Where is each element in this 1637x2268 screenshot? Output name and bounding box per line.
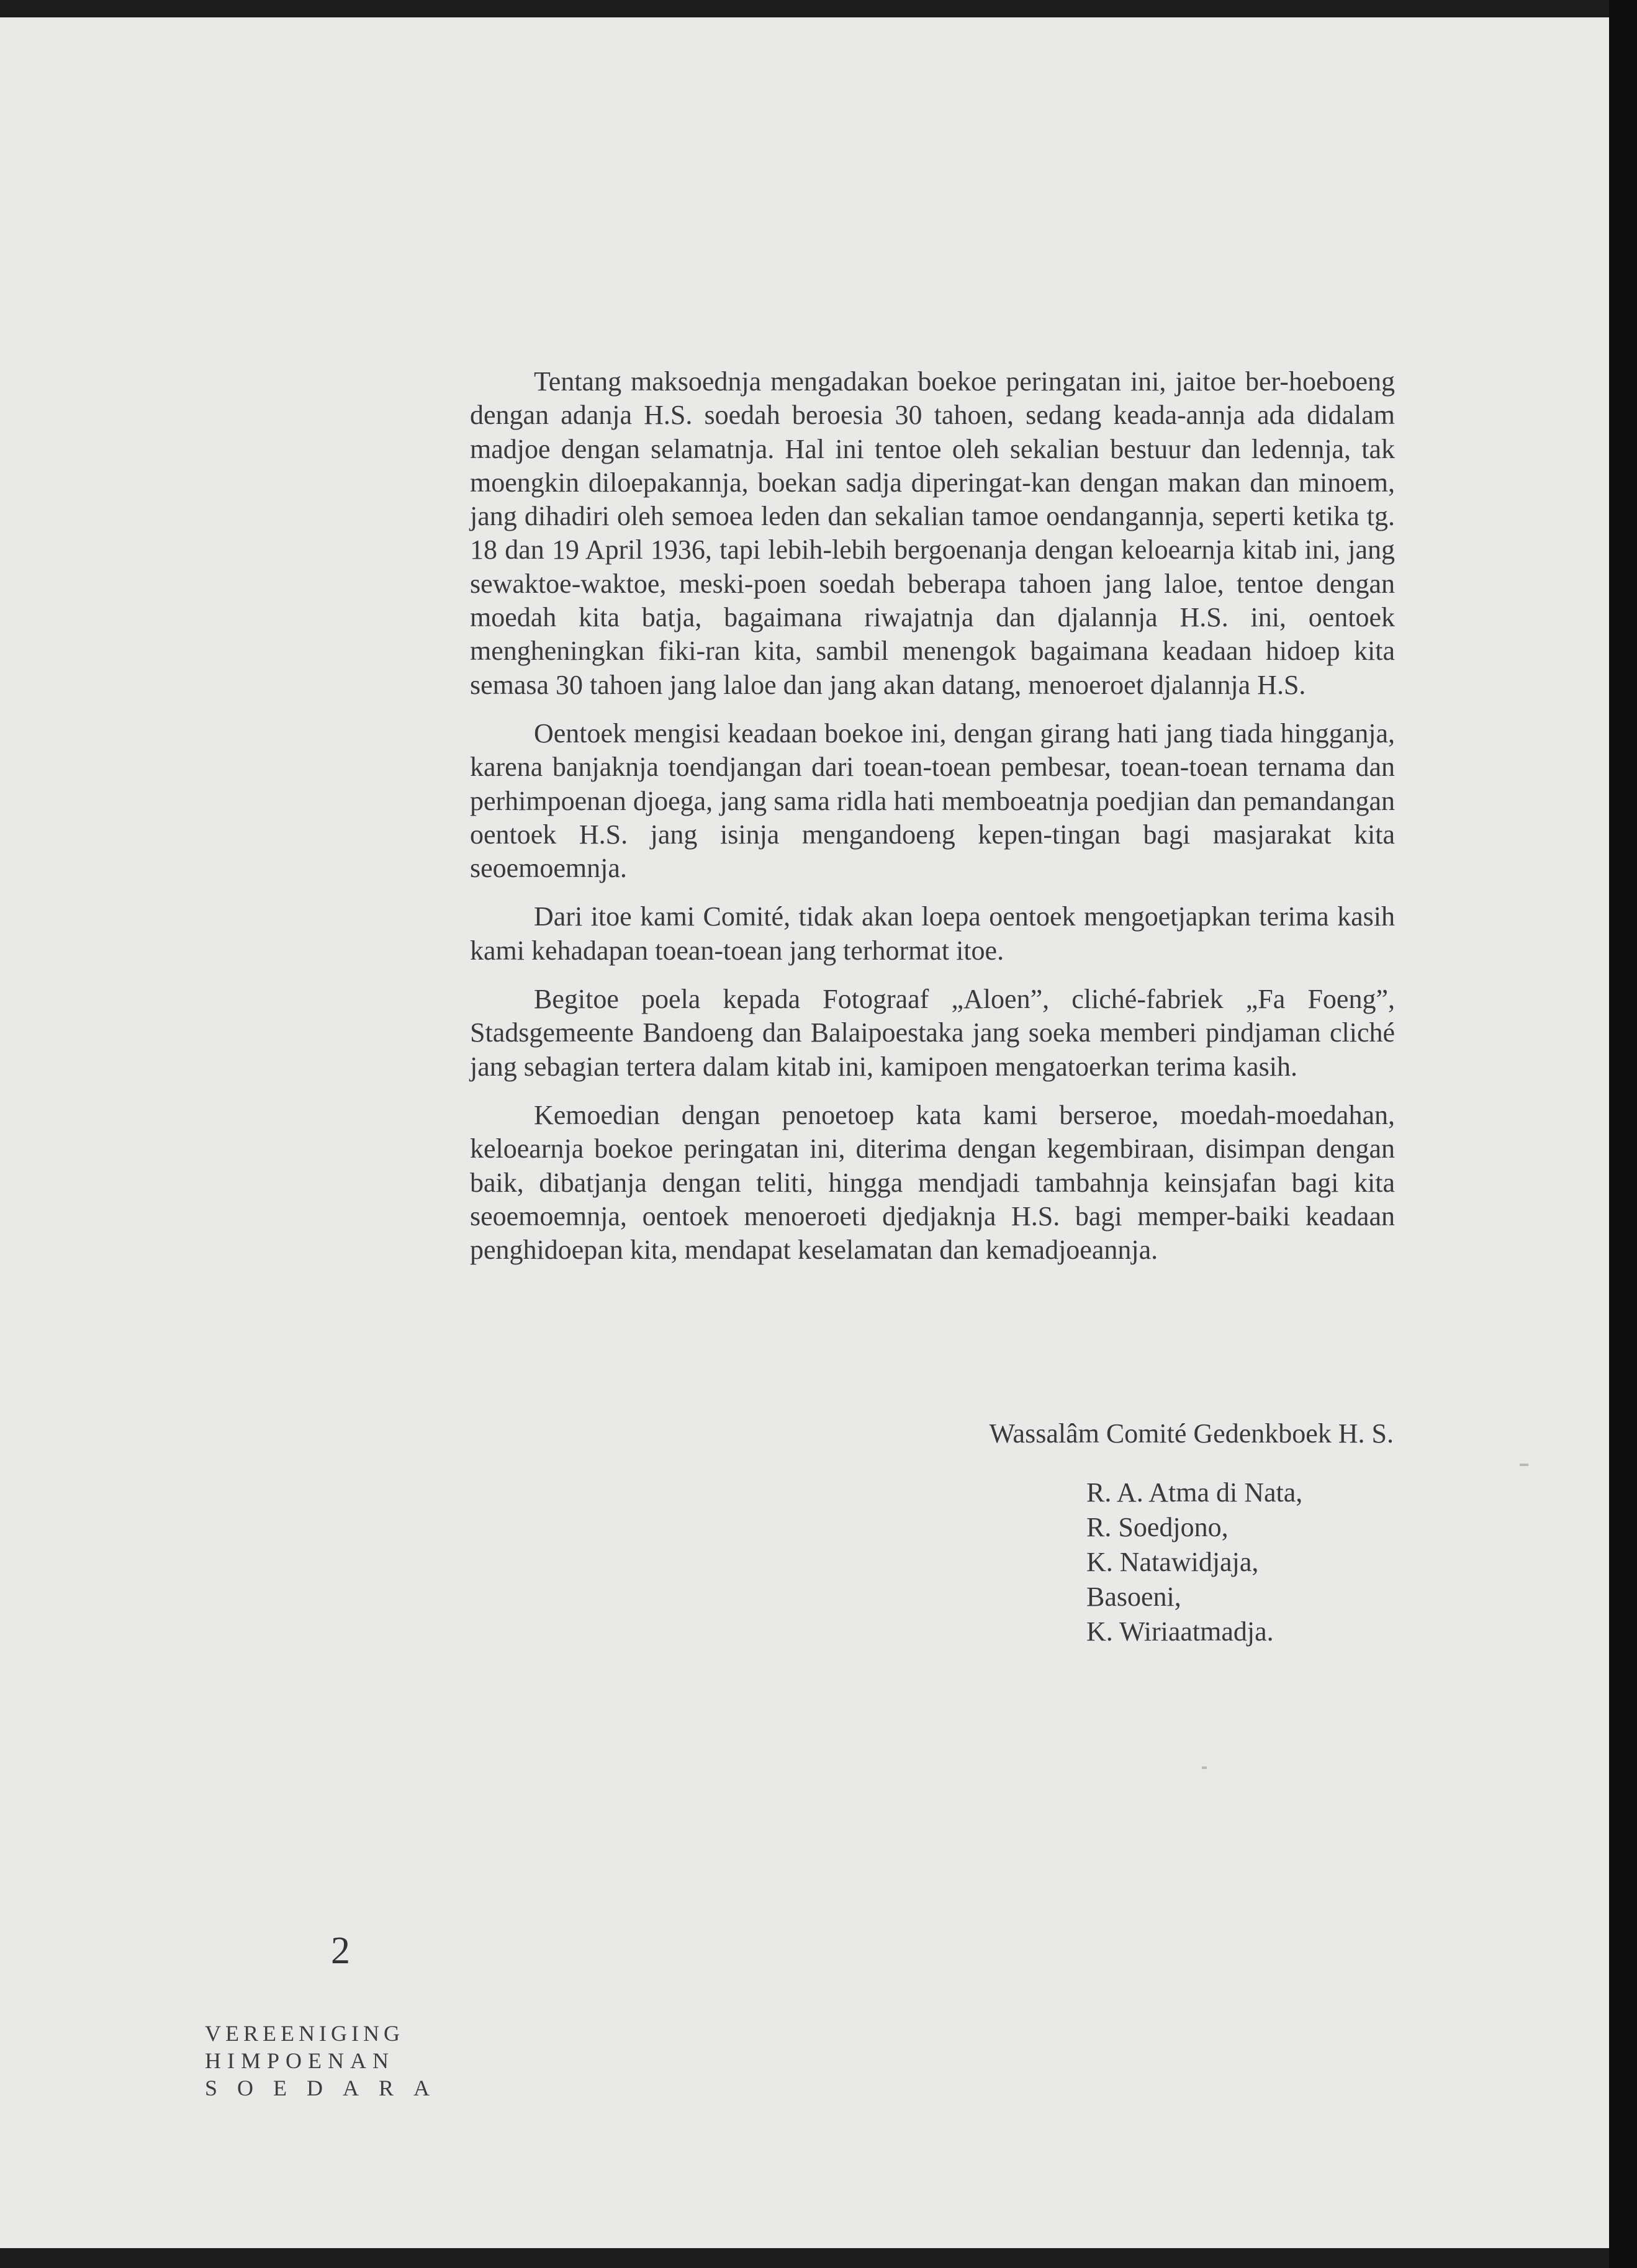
closing-block [470,1417,1395,1649]
paragraph: Oentoek mengisi keadaan boekoe ini, dengan girang hati jang tiada hingganja, karena banjaknja toendjangan dari toean-toean pembesar, toean-toean ternama dan perhimpoenan djoega, jang sama ridla hati memboeatnja poedjian dan pemandangan oentoek H.S. jang isinja mengandoeng kepen-tingan bagi masjarakat kita seoemoemnja. [470,718,1395,884]
signatory: R. Soedjono, [1086,1512,1229,1542]
signatory: K. Natawidjaja, [1086,1547,1259,1577]
paragraph: Tentang maksoednja mengadakan boekoe peringatan ini, jaitoe ber-hoeboeng dengan adanja H.S. soedah beroesia 30 tahoen, sedang keada-annja ada didalam madjoe dengan selamatnja. Hal ini tentoe oleh sekalian bestuur dan ledennja, tak moengkin diloepakannja, boekan sadja diperingat-kan dengan makan dan minoem, jang dihadiri oleh semoea leden dan sekalian tamoe oendangannja, seperti ketika tg. 18 dan 19 April 1936, tapi lebih-lebih bergoenanja dengan keloearnja kitab ini, jang sewaktoe-waktoe, meski-poen soedah beberapa tahoen jang laloe, tentoe dengan moedah kita batja, bagaimana riwajatnja dan djalannja H.S. ini, oentoek mengheningkan fiki-ran kita, sambil menengok bagaimana keadaan hidoep kita semasa 30 tahoen jang laloe dan jang akan datang, menoeroet djalannja H.S. [470,366,1395,700]
body-text [470,365,1395,1282]
paragraph: Dari itoe kami Comité, tidak akan loepa oentoek mengoetjapkan terima kasih kami kehadapan toean-toean jang terhormat itoe. [470,901,1395,966]
paper-speck [1520,1464,1528,1466]
signatory-list [1086,1475,1395,1649]
paper-speck [1202,1766,1207,1769]
page-number: 2 [331,1930,350,1972]
imprint-line: SOEDARA [205,2076,450,2100]
closing-greeting: Wassalâm Comité Gedenkboek H. S. [989,1418,1394,1449]
signatory: R. A. Atma di Nata, [1086,1477,1303,1508]
paragraph: Kemoedian dengan penoetoep kata kami berseroe, moedah-moedahan, keloearnja boekoe peringatan ini, diterima dengan kegembiraan, disimpan dengan baik, dibatjanja dengan teliti, hingga mendjadi tambahnja keinsjafan bagi kita seoemoemnja, oentoek menoeroeti djedjaknja H.S. bagi memper-baiki keadaan penghidoepan kita, mendapat keselamatan dan kemadjoeannja. [470,1099,1395,1266]
signatory: Basoeni, [1086,1582,1181,1612]
imprint-line: VEREENIGING [205,2021,404,2046]
paragraph: Begitoe poela kepada Fotograaf „Aloen”, cliché-fabriek „Fa Foeng”, Stadsgemeente Bandoeng dan Balaipoestaka jang soeka memberi pindjaman cliché jang sebagian tertera dalam kitab ini, kamipoen mengatoerkan terima kasih. [470,984,1395,1082]
publisher-imprint [205,2020,449,2102]
signatory: K. Wiriaatmadja. [1086,1616,1274,1647]
book-spine-edge [1609,0,1637,2268]
document-page [0,17,1609,2248]
imprint-line: HIMPOENAN [205,2048,395,2073]
